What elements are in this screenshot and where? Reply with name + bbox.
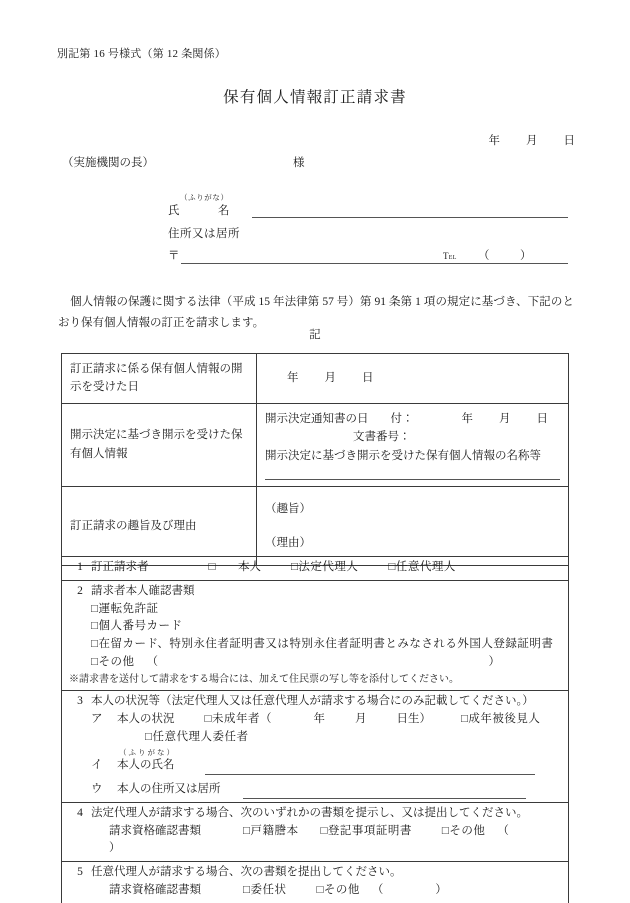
page-title: 保有個人情報訂正請求書: [223, 89, 407, 106]
section-3-item-a: [69, 711, 561, 729]
section-5-doc-label: 請求資格確認書類: [109, 883, 201, 896]
notice-date-year: 年: [461, 412, 473, 425]
section-3-item-c: [69, 781, 561, 799]
header-date-line: [489, 133, 576, 150]
section-4-number: 4: [77, 806, 83, 819]
name-label: [168, 203, 230, 220]
minor-paren-close: ）: [419, 713, 431, 726]
checklist-section-5: [62, 862, 568, 903]
name-label-part1: 氏: [168, 205, 180, 217]
checkbox-other-document[interactable]: [69, 654, 561, 672]
addressee-honorific: 様: [293, 157, 305, 169]
table-row-label: 訂正請求に係る保有個人情報の開示を受けた日: [62, 354, 257, 404]
name-label-part2: 名: [218, 205, 230, 217]
notice-date-month: 月: [499, 412, 511, 425]
table-row: [62, 403, 569, 486]
section-1-number: 1: [77, 561, 83, 573]
checklist-box: [61, 556, 569, 903]
checkbox-glyph: □: [243, 883, 251, 896]
option-section-5-other-label: その他: [323, 883, 360, 896]
section-5-number: 5: [77, 866, 83, 879]
received-date-month: 月: [324, 372, 336, 385]
item-c-mark: ウ: [91, 782, 103, 795]
checkbox-glyph: □: [145, 731, 153, 743]
checkbox-glyph: □: [290, 561, 299, 573]
section-2-heading: [69, 583, 561, 601]
item-b-label: 本人の氏名: [117, 759, 175, 772]
section-5-documents: [69, 882, 561, 900]
checkbox-glyph: □: [91, 602, 99, 615]
checkbox-drivers-license[interactable]: [69, 601, 561, 619]
checklist-section-1: [62, 557, 568, 581]
section-5-other-paren-open: （: [371, 883, 384, 896]
checkbox-glyph: □: [91, 620, 99, 633]
principal-name-input-rule[interactable]: [205, 761, 535, 775]
telephone-label: Tel: [443, 251, 457, 261]
checkbox-glyph: □: [460, 713, 469, 726]
checkbox-section-4-other[interactable]: [442, 825, 485, 837]
option-voluntary-representative-label: 任意代理人: [395, 561, 456, 573]
reason-label: （理由）: [265, 536, 311, 549]
option-family-register-label: 戸籍謄本: [250, 824, 299, 837]
option-minor-label: 未成年者: [211, 713, 260, 726]
item-b-mark: イ: [91, 759, 103, 772]
checkbox-self[interactable]: [209, 561, 216, 573]
section-3-heading: [69, 693, 561, 711]
section-2-title: 請求者本人確認書類: [91, 584, 195, 597]
name-input-rule[interactable]: [252, 217, 568, 218]
section-4-title: 法定代理人が請求する場合、次のいずれかの書類を提示し、又は提出してください。: [91, 806, 528, 819]
section-3-title: 本人の状況等（法定代理人又は任意代理人が請求する場合にのみ記載してください。）: [91, 695, 534, 708]
item-a-label: 本人の状況: [117, 713, 175, 726]
other-document-input[interactable]: [158, 659, 488, 672]
option-legal-representative-label: 法定代理人: [298, 561, 359, 573]
notice-date-label: 開示決定通知書の日: [265, 412, 369, 425]
notice-date-day: 日: [536, 412, 548, 425]
option-drivers-license-label: 運転免許証: [98, 602, 159, 615]
received-date-day: 日: [362, 372, 374, 385]
received-date-year: 年: [287, 372, 299, 385]
checkbox-glyph: □: [91, 638, 99, 651]
table-row: [62, 354, 569, 404]
telephone-parenthesis: [478, 248, 532, 265]
disclosed-info-name-label: 開示決定に基づき開示を受けた保有個人情報の名称等: [265, 449, 541, 462]
option-residence-card-label: 在留カード、特別永住者証明書又は特別永住者証明書とみなされる外国人登録証明書: [98, 638, 554, 651]
option-self-label: 本人: [237, 561, 261, 573]
checkbox-registry-certificate[interactable]: [320, 825, 411, 837]
other-paren-close: ）: [488, 656, 501, 669]
checkbox-glyph: □: [316, 883, 324, 896]
section-4-doc-label: 請求資格確認書類: [109, 824, 201, 837]
checklist-section-4: [62, 803, 568, 862]
section-5-other-paren-close: ）: [435, 883, 447, 896]
checkbox-glyph: □: [388, 561, 396, 573]
section-2-number: 2: [77, 584, 83, 597]
option-voluntary-delegator-label: 任意代理人委任者: [152, 731, 249, 743]
telephone-paren-open: （: [478, 250, 490, 262]
checkbox-glyph: □: [204, 713, 212, 726]
checkbox-legal-representative[interactable]: [291, 561, 358, 573]
address-label: 住所又は居所: [168, 228, 240, 240]
table-row-label: 開示決定に基づき開示を受けた保有個人情報: [62, 403, 257, 486]
section-5-heading: [69, 864, 561, 882]
table-row-value[interactable]: [257, 403, 569, 486]
main-information-table: [61, 353, 569, 566]
section-4-heading: [69, 805, 561, 823]
section-4-other-input[interactable]: [509, 827, 561, 840]
checkbox-voluntary-delegator[interactable]: [69, 729, 561, 747]
option-my-number-card-label: 個人番号カード: [98, 620, 183, 633]
checkbox-glyph: □: [208, 561, 216, 573]
body-paragraph-text: 個人情報の保護に関する法律（平成 15 年法律第 57 号）第 91 条第 1 項の規定に基づき、下記のとおり保有個人情報の訂正を請求します。: [58, 296, 574, 330]
section-1-title: 訂正請求者: [91, 561, 149, 573]
checklist-section-3: [62, 691, 568, 802]
checklist-section-2: [62, 581, 568, 692]
checkbox-glyph: □: [441, 824, 450, 837]
item-a-mark: ア: [91, 713, 103, 726]
table-row-value[interactable]: [257, 354, 569, 404]
minor-birth-year: 年: [313, 713, 325, 726]
header-date-day: 日: [563, 135, 575, 147]
checkbox-section-5-other[interactable]: [316, 884, 359, 896]
minor-paren-open: （: [259, 713, 272, 726]
disclosure-received-date: [265, 372, 374, 384]
header-date-year: 年: [488, 135, 500, 147]
checkbox-residence-card[interactable]: [69, 636, 561, 654]
telephone-paren-close: ）: [520, 250, 532, 262]
section-4-other-paren-close: ）: [109, 842, 121, 855]
checkbox-glyph: □: [243, 824, 251, 837]
checkbox-adult-ward[interactable]: [461, 713, 540, 725]
notice-date-line: [265, 410, 560, 428]
header-date-month: 月: [526, 135, 538, 147]
option-registry-certificate-label: 登記事項証明書: [327, 824, 412, 837]
item-c-label: 本人の住所又は居所: [117, 782, 221, 795]
section-4-documents: [69, 823, 561, 859]
other-paren-open: （: [146, 656, 159, 669]
table-row: [62, 486, 569, 565]
addressee-label: （実施機関の長）: [62, 157, 154, 169]
option-power-of-attorney-label: 委任状: [250, 883, 287, 896]
section-5-title: 任意代理人が請求する場合、次の書類を提出してください。: [91, 866, 402, 879]
principal-name-furigana-label: （ふりがな）: [119, 747, 176, 757]
checkbox-minor[interactable]: [205, 713, 260, 725]
purpose-label: （趣旨）: [265, 502, 311, 515]
postal-code-symbol: 〒: [168, 250, 180, 262]
option-adult-ward-label: 成年被後見人: [468, 713, 541, 726]
checkbox-voluntary-representative[interactable]: [388, 561, 455, 573]
checkbox-glyph: □: [320, 824, 328, 837]
name-furigana-label: （ふりがな）: [180, 193, 229, 202]
checkbox-power-of-attorney[interactable]: [243, 884, 286, 896]
table-row-value[interactable]: [257, 486, 569, 565]
section-3-number: 3: [77, 695, 83, 708]
section-3-item-b: [69, 757, 561, 775]
checkbox-my-number-card[interactable]: [69, 618, 561, 636]
ki-mark: 記: [309, 329, 321, 341]
minor-birth-month: 月: [354, 713, 367, 726]
principal-address-input-rule[interactable]: [243, 785, 526, 799]
section-4-other-paren-open: （: [497, 824, 509, 837]
checkbox-family-register[interactable]: [243, 825, 298, 837]
disclosed-info-name-rule[interactable]: [265, 479, 560, 480]
notice-date-suffix: 付：: [390, 412, 414, 425]
table-row-label: 訂正請求の趣旨及び理由: [62, 486, 257, 565]
section-5-other-input[interactable]: [383, 887, 435, 900]
option-section-4-other-label: その他: [449, 824, 486, 837]
document-number-label: 文書番号：: [353, 431, 411, 444]
minor-birth-day: 日生: [396, 713, 420, 726]
checkbox-glyph: □: [91, 656, 99, 669]
section-2-note: ※請求書を送付して請求をする場合には、加えて住民票の写し等を添付してください。: [69, 673, 459, 685]
form-number: 別記第 16 号様式（第 12 条関係）: [57, 48, 226, 60]
option-other-label: その他: [98, 656, 135, 669]
